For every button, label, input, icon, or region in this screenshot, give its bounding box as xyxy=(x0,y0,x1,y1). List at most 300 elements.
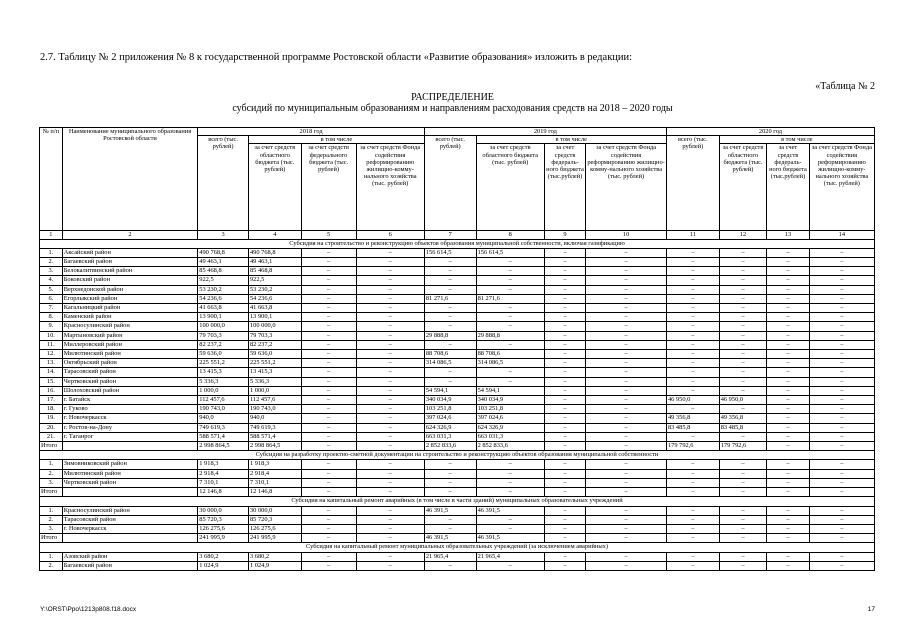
amount-cell: 2 918,4 xyxy=(248,469,301,478)
amount-cell: – xyxy=(544,350,585,359)
amount-cell: – xyxy=(544,552,585,561)
municipality-name: Багаевский район xyxy=(62,258,198,267)
amount-cell: – xyxy=(719,304,767,313)
amount-cell: – xyxy=(586,423,667,432)
amount-cell: – xyxy=(476,267,544,276)
amount-cell: – xyxy=(719,313,767,322)
table-row xyxy=(40,478,875,487)
amount-cell: 82 237,2 xyxy=(198,340,249,349)
amount-cell: – xyxy=(586,294,667,303)
amount-cell: 3 680,2 xyxy=(248,552,301,561)
amount-cell: 112 457,6 xyxy=(198,396,249,405)
section-title: Субсидия на капитальный ремонт муниципальных образовательных учреждений (за исключением аварийных) xyxy=(40,543,875,552)
amount-cell: 190 743,0 xyxy=(198,405,249,414)
municipality-name: Милютинский район xyxy=(62,469,198,478)
amount-cell: – xyxy=(301,396,356,405)
amount-cell: – xyxy=(424,478,476,487)
amount-cell: – xyxy=(476,460,544,469)
amount-cell: 340 034,9 xyxy=(476,396,544,405)
row-number: 3. xyxy=(40,524,63,533)
amount-cell: 54 594,1 xyxy=(424,386,476,395)
municipality-name: г. Таганрог xyxy=(62,432,198,441)
table-row xyxy=(40,276,875,285)
amount-cell: – xyxy=(476,478,544,487)
amount-cell: – xyxy=(544,460,585,469)
total-amount: – xyxy=(586,442,667,451)
table-row xyxy=(40,377,875,386)
row-number: 8. xyxy=(40,313,63,322)
amount-cell: – xyxy=(586,561,667,570)
amount-cell: – xyxy=(356,258,424,267)
amount-cell: 624 326,9 xyxy=(476,423,544,432)
section-title: Субсидия на строительство и реконструкцию объектов образования муниципальной собственности, включая газификацию xyxy=(40,239,875,248)
table-row xyxy=(40,368,875,377)
amount-cell: – xyxy=(356,524,424,533)
amount-cell: – xyxy=(301,478,356,487)
header-2018-federal: за счет средств федерального бюджета (тыс. рублей) xyxy=(301,144,356,231)
amount-cell: 588 571,4 xyxy=(248,432,301,441)
amount-cell: – xyxy=(809,414,874,423)
row-number: 6. xyxy=(40,294,63,303)
amount-cell: – xyxy=(809,258,874,267)
table-row xyxy=(40,469,875,478)
amount-cell: 49 463,1 xyxy=(198,258,249,267)
amount-cell: – xyxy=(301,304,356,313)
amount-cell: – xyxy=(424,377,476,386)
amount-cell: – xyxy=(767,368,809,377)
amount-cell: – xyxy=(586,414,667,423)
amount-cell: – xyxy=(301,515,356,524)
amount-cell: – xyxy=(767,524,809,533)
amount-cell: – xyxy=(356,368,424,377)
total-amount: 2 852 833,6 xyxy=(424,442,476,451)
amount-cell: – xyxy=(301,506,356,515)
municipality-name: Мартыновский район xyxy=(62,331,198,340)
col-num: 9 xyxy=(544,231,585,239)
amount-cell: – xyxy=(356,304,424,313)
amount-cell: 397 024,6 xyxy=(476,414,544,423)
header-2020-federal: за счет средств федераль-ного бюджета (тыс.рублей) xyxy=(767,144,809,231)
amount-cell: – xyxy=(301,276,356,285)
total-amount: – xyxy=(809,488,874,497)
total-amount: – xyxy=(544,488,585,497)
header-2020-incl: в том числе xyxy=(719,136,874,144)
amount-cell: 13 900,1 xyxy=(198,313,249,322)
amount-cell: – xyxy=(586,340,667,349)
amount-cell: 59 636,0 xyxy=(198,350,249,359)
amount-cell: 85 468,8 xyxy=(198,267,249,276)
amount-cell: – xyxy=(666,377,719,386)
total-empty xyxy=(62,534,198,543)
table-row xyxy=(40,313,875,322)
amount-cell: – xyxy=(586,405,667,414)
row-number: 1. xyxy=(40,460,63,469)
amount-cell: – xyxy=(809,340,874,349)
col-num: 3 xyxy=(198,231,249,239)
amount-cell: – xyxy=(586,515,667,524)
amount-cell: – xyxy=(424,515,476,524)
amount-cell: – xyxy=(809,304,874,313)
amount-cell: – xyxy=(544,405,585,414)
municipality-name: Красносулинский район xyxy=(62,322,198,331)
row-number: 2. xyxy=(40,258,63,267)
amount-cell: – xyxy=(809,524,874,533)
amount-cell: – xyxy=(586,313,667,322)
amount-cell: – xyxy=(424,524,476,533)
amount-cell: – xyxy=(544,267,585,276)
amount-cell: 59 636,0 xyxy=(248,350,301,359)
amount-cell: – xyxy=(666,322,719,331)
amount-cell: 3 680,2 xyxy=(198,552,249,561)
amount-cell: – xyxy=(719,294,767,303)
amount-cell: 225 551,2 xyxy=(248,359,301,368)
header-2019-fund: за счет средств Фонда содействия реформированию жилищно-комму-нального хозяйства (тыс. рублей) xyxy=(586,144,667,231)
amount-cell: 21 965,4 xyxy=(424,552,476,561)
amount-cell: – xyxy=(666,460,719,469)
amount-cell: – xyxy=(809,460,874,469)
amount-cell: – xyxy=(586,359,667,368)
header-2019-federal: за счет средств федераль-ного бюджета (тыс.рублей) xyxy=(544,144,585,231)
amount-cell: – xyxy=(809,322,874,331)
total-row xyxy=(40,534,875,543)
total-amount: – xyxy=(544,534,585,543)
col-num: 12 xyxy=(719,231,767,239)
amount-cell: – xyxy=(586,524,667,533)
amount-cell: – xyxy=(719,506,767,515)
amount-cell: – xyxy=(586,469,667,478)
municipality-name: Тарасовский район xyxy=(62,515,198,524)
amount-cell: – xyxy=(356,340,424,349)
total-amount: – xyxy=(666,488,719,497)
amount-cell: – xyxy=(544,304,585,313)
amount-cell: – xyxy=(719,350,767,359)
col-num: 7 xyxy=(424,231,476,239)
amount-cell: – xyxy=(424,276,476,285)
amount-cell: 103 251,8 xyxy=(476,405,544,414)
municipality-name: Каменский район xyxy=(62,313,198,322)
total-row xyxy=(40,442,875,451)
amount-cell: – xyxy=(424,561,476,570)
total-amount: – xyxy=(424,488,476,497)
amount-cell: – xyxy=(356,405,424,414)
amount-cell: 922,5 xyxy=(198,276,249,285)
amount-cell: – xyxy=(476,469,544,478)
amount-cell: – xyxy=(424,285,476,294)
total-amount: – xyxy=(666,534,719,543)
amount-cell: – xyxy=(424,368,476,377)
total-row xyxy=(40,488,875,497)
section-title: Субсидия на разработку проектно-сметной документации на строительство и реконструкцию объектов образования муниципальной собственности xyxy=(40,451,875,460)
amount-cell: – xyxy=(301,423,356,432)
distribution-table xyxy=(39,127,875,571)
amount-cell: – xyxy=(666,258,719,267)
amount-cell: – xyxy=(719,386,767,395)
amount-cell: – xyxy=(356,294,424,303)
total-amount: – xyxy=(301,534,356,543)
table-row xyxy=(40,359,875,368)
amount-cell: – xyxy=(544,515,585,524)
amount-cell: – xyxy=(476,515,544,524)
table-row xyxy=(40,285,875,294)
total-label: Итого xyxy=(40,534,63,543)
header-2018-fund: за счет средств Фонда содействия реформированию жилищно-комму-нального хозяйства (тыс. рублей) xyxy=(356,144,424,231)
amount-cell: – xyxy=(767,561,809,570)
row-number: 3. xyxy=(40,267,63,276)
amount-cell: 663 031,3 xyxy=(424,432,476,441)
amount-cell: – xyxy=(666,368,719,377)
col-num: 6 xyxy=(356,231,424,239)
amount-cell: 85 468,8 xyxy=(248,267,301,276)
amount-cell: 126 275,6 xyxy=(198,524,249,533)
amount-cell: – xyxy=(666,276,719,285)
amount-cell: – xyxy=(356,552,424,561)
amount-cell: – xyxy=(356,267,424,276)
col-num: 1 xyxy=(40,231,63,239)
municipality-name: Октябрьский район xyxy=(62,359,198,368)
amount-cell: – xyxy=(301,340,356,349)
amount-cell: 13 900,1 xyxy=(248,313,301,322)
amount-cell: – xyxy=(809,313,874,322)
amount-cell: – xyxy=(767,432,809,441)
row-number: 9. xyxy=(40,322,63,331)
amount-cell: 13 415,3 xyxy=(198,368,249,377)
amount-cell: 112 457,6 xyxy=(248,396,301,405)
amount-cell: – xyxy=(356,432,424,441)
amount-cell: – xyxy=(809,423,874,432)
amount-cell: – xyxy=(767,506,809,515)
total-amount: – xyxy=(356,442,424,451)
amount-cell: 46 950,0 xyxy=(666,396,719,405)
amount-cell: 7 310,1 xyxy=(248,478,301,487)
amount-cell: 21 965,4 xyxy=(476,552,544,561)
amount-cell: 490 768,8 xyxy=(248,248,301,257)
amount-cell: 5 336,3 xyxy=(248,377,301,386)
page-number: 17 xyxy=(867,606,875,613)
amount-cell: – xyxy=(586,506,667,515)
amount-cell: – xyxy=(586,331,667,340)
amount-cell: – xyxy=(301,294,356,303)
amount-cell: 225 551,2 xyxy=(198,359,249,368)
table-row xyxy=(40,396,875,405)
amount-cell: 53 230,2 xyxy=(198,285,249,294)
col-num: 14 xyxy=(809,231,874,239)
amount-cell: 922,5 xyxy=(248,276,301,285)
municipality-name: Аксайский район xyxy=(62,248,198,257)
table-row xyxy=(40,331,875,340)
col-num: 13 xyxy=(767,231,809,239)
amount-cell: – xyxy=(767,267,809,276)
amount-cell: – xyxy=(767,322,809,331)
amount-cell: – xyxy=(719,359,767,368)
row-number: 12. xyxy=(40,350,63,359)
header-2019-incl: в том числе xyxy=(476,136,666,144)
table-row xyxy=(40,506,875,515)
amount-cell: – xyxy=(666,248,719,257)
amount-cell: – xyxy=(666,432,719,441)
amount-cell: – xyxy=(544,248,585,257)
amount-cell: – xyxy=(719,340,767,349)
municipality-name: Милютинский район xyxy=(62,350,198,359)
amount-cell: 397 024,6 xyxy=(424,414,476,423)
row-number: 7. xyxy=(40,304,63,313)
amount-cell: – xyxy=(809,350,874,359)
amount-cell: 314 086,5 xyxy=(424,359,476,368)
amount-cell: – xyxy=(719,377,767,386)
amount-cell: – xyxy=(301,432,356,441)
amount-cell: – xyxy=(809,478,874,487)
col-num: 5 xyxy=(301,231,356,239)
amount-cell: – xyxy=(666,340,719,349)
amount-cell: – xyxy=(767,350,809,359)
amount-cell: 88 708,6 xyxy=(424,350,476,359)
amount-cell: – xyxy=(356,423,424,432)
column-number-row xyxy=(40,231,875,239)
header-2018-total: всего (тыс. рублей) xyxy=(198,136,249,231)
table-row xyxy=(40,423,875,432)
amount-cell: – xyxy=(586,460,667,469)
amount-cell: – xyxy=(767,304,809,313)
amount-cell: – xyxy=(767,285,809,294)
municipality-name: г. Гуково xyxy=(62,405,198,414)
municipality-name: Багаевский район xyxy=(62,561,198,570)
amount-cell: 54 236,6 xyxy=(248,294,301,303)
total-amount: – xyxy=(719,534,767,543)
amount-cell: – xyxy=(356,414,424,423)
amount-cell: – xyxy=(424,460,476,469)
table-row xyxy=(40,552,875,561)
table-row xyxy=(40,386,875,395)
amount-cell: 2 918,4 xyxy=(198,469,249,478)
col-num: 4 xyxy=(248,231,301,239)
amount-cell: – xyxy=(301,561,356,570)
amount-cell: – xyxy=(809,267,874,276)
amount-cell: 7 310,1 xyxy=(198,478,249,487)
amount-cell: – xyxy=(809,276,874,285)
amount-cell: 81 271,6 xyxy=(424,294,476,303)
amount-cell: – xyxy=(809,432,874,441)
header-year-2019: 2019 год xyxy=(424,128,666,136)
municipality-name: Егорлыкский район xyxy=(62,294,198,303)
amount-cell: – xyxy=(476,285,544,294)
total-amount: 241 995,9 xyxy=(248,534,301,543)
total-amount: 179 792,6 xyxy=(719,442,767,451)
amount-cell: – xyxy=(544,285,585,294)
amount-cell: – xyxy=(544,561,585,570)
amount-cell: – xyxy=(719,478,767,487)
table-row xyxy=(40,322,875,331)
municipality-name: Миллеровский район xyxy=(62,340,198,349)
amount-cell: – xyxy=(719,432,767,441)
amount-cell: – xyxy=(544,322,585,331)
amount-cell: – xyxy=(767,377,809,386)
amount-cell: – xyxy=(666,304,719,313)
row-number: 16. xyxy=(40,386,63,395)
municipality-name: г. Ростов-на-Дону xyxy=(62,423,198,432)
amount-cell: – xyxy=(301,359,356,368)
amount-cell: – xyxy=(809,515,874,524)
total-amount: 12 146,8 xyxy=(248,488,301,497)
amount-cell: – xyxy=(476,377,544,386)
amount-cell: – xyxy=(666,350,719,359)
amount-cell: – xyxy=(719,469,767,478)
amount-cell: – xyxy=(767,340,809,349)
amount-cell: 41 663,8 xyxy=(248,304,301,313)
total-amount: 2 852 833,6 xyxy=(476,442,544,451)
amount-cell: 46 391,5 xyxy=(424,506,476,515)
total-amount: 2 998 864,5 xyxy=(198,442,249,451)
col-num: 11 xyxy=(666,231,719,239)
amount-cell: – xyxy=(666,515,719,524)
table-reference: «Таблица № 2 xyxy=(815,81,875,92)
amount-cell: – xyxy=(356,386,424,395)
amount-cell: – xyxy=(476,368,544,377)
amount-cell: – xyxy=(809,248,874,257)
amount-cell: – xyxy=(586,432,667,441)
amount-cell: – xyxy=(301,405,356,414)
header-2019-total: всего (тыс. рублей) xyxy=(424,136,476,231)
header-2018-incl: в том числе xyxy=(248,136,424,144)
table-row xyxy=(40,340,875,349)
section-header-row xyxy=(40,497,875,506)
total-amount: – xyxy=(544,442,585,451)
amount-cell: – xyxy=(666,469,719,478)
amount-cell: – xyxy=(544,258,585,267)
amount-cell: – xyxy=(356,515,424,524)
amount-cell: – xyxy=(544,478,585,487)
row-number: 17. xyxy=(40,396,63,405)
amount-cell: – xyxy=(544,469,585,478)
amount-cell: – xyxy=(586,248,667,257)
amount-cell: – xyxy=(301,313,356,322)
amount-cell: – xyxy=(719,368,767,377)
amount-cell: – xyxy=(767,396,809,405)
header-2020-fund: за счет средств Фонда содействия реформированию жилищно-комму-нального хозяйства (тыс. рублей) xyxy=(809,144,874,231)
amount-cell: – xyxy=(586,396,667,405)
amount-cell: – xyxy=(767,469,809,478)
amount-cell: 1 024,9 xyxy=(248,561,301,570)
row-number: 2. xyxy=(40,561,63,570)
amount-cell: – xyxy=(356,460,424,469)
amount-cell: – xyxy=(301,377,356,386)
amount-cell: – xyxy=(356,377,424,386)
amount-cell: 85 720,3 xyxy=(248,515,301,524)
amount-cell: 49 356,8 xyxy=(666,414,719,423)
amount-cell: – xyxy=(586,350,667,359)
amount-cell: – xyxy=(356,313,424,322)
row-number: 10. xyxy=(40,331,63,340)
amount-cell: – xyxy=(544,313,585,322)
amount-cell: – xyxy=(719,515,767,524)
table-row xyxy=(40,258,875,267)
amount-cell: – xyxy=(301,524,356,533)
amount-cell: – xyxy=(666,405,719,414)
amount-cell: 100 000,0 xyxy=(248,322,301,331)
amount-cell: 103 251,8 xyxy=(424,405,476,414)
amount-cell: – xyxy=(719,331,767,340)
amount-cell: – xyxy=(719,460,767,469)
row-number: 2. xyxy=(40,469,63,478)
amount-cell: – xyxy=(476,524,544,533)
table-row xyxy=(40,414,875,423)
amount-cell: – xyxy=(476,258,544,267)
section-header-row xyxy=(40,543,875,552)
header-2018-regional: за счет средств областного бюджета (тыс. рублей) xyxy=(248,144,301,231)
amount-cell: 30 000,0 xyxy=(248,506,301,515)
amount-cell: – xyxy=(356,359,424,368)
amount-cell: – xyxy=(809,506,874,515)
amount-cell: – xyxy=(544,377,585,386)
amount-cell: – xyxy=(666,552,719,561)
